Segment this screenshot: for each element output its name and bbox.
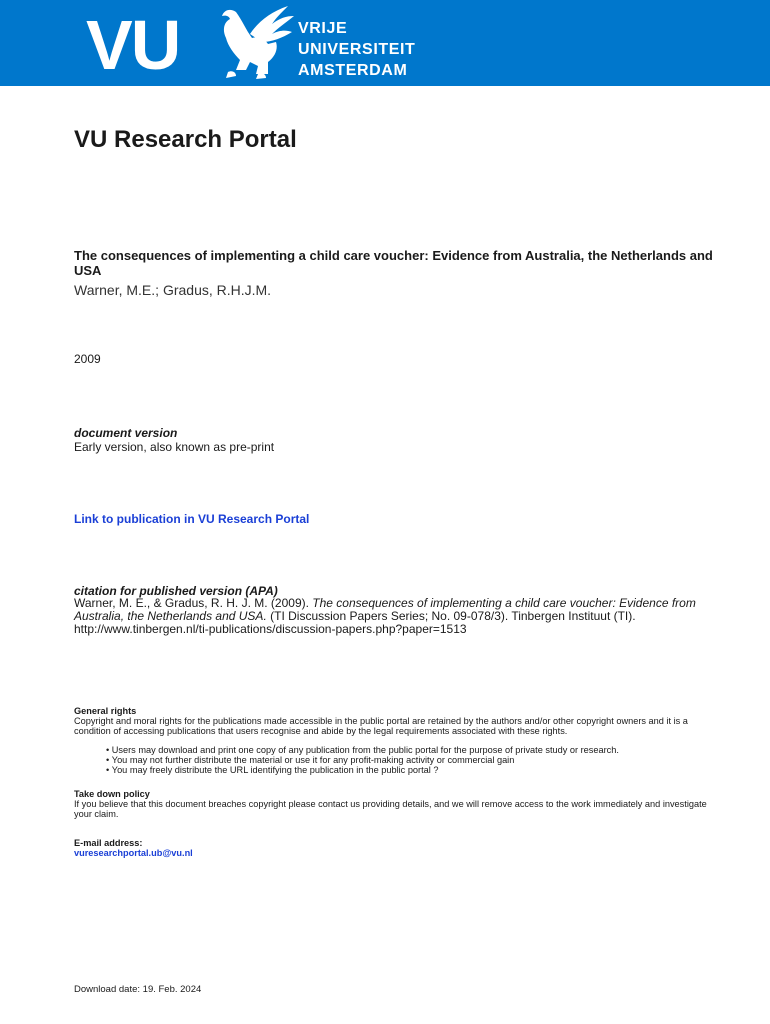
university-header [0,0,770,86]
take-down-text: If you believe that this document breaches copyright please contact us providing details, and we will remove access to the work immediately and investigate your claim. [74,799,707,819]
email-heading: E-mail address: [74,838,143,848]
general-rights-heading: General rights [74,706,137,716]
logo-line-1: VRIJE [298,20,348,37]
take-down-heading: Take down policy [74,789,150,799]
list-item: • You may not further distribute the material or use it for any profit-making activity or commercial gain [106,755,619,765]
logo-vu-letters: VU [86,6,180,84]
portal-title: VU Research Portal [74,126,297,153]
citation-title: The consequences of implementing a child care voucher: Evidence from Australia, the Netherlands and USA. [74,596,696,623]
document-version-label: document version [74,426,178,440]
citation-series-url: (TI Discussion Papers Series; No. 09-078/3). Tinbergen Instituut (TI). http://www.tinbergen.nl/ti-publications/discussion-papers.php?paper=1513 [74,609,636,636]
griffin-logo-icon [206,4,294,80]
publication-year: 2009 [74,352,101,366]
citation-text [74,597,734,636]
email-link[interactable]: vuresearchportal.ub@vu.nl [74,848,193,858]
list-item: • You may freely distribute the URL identifying the publication in the public portal ? [106,765,619,775]
publication-authors: Warner, M.E.; Gradus, R.H.J.M. [74,282,272,298]
download-date: Download date: 19. Feb. 2024 [74,984,202,995]
general-rights-list [106,745,619,775]
publication-title: The consequences of implementing a child care voucher: Evidence from Australia, the Netherlands and USA [74,248,713,278]
citation-label: citation for published version (APA) [74,584,278,598]
citation-authors-year: Warner, M. E., & Gradus, R. H. J. M. (2009). [74,596,313,610]
logo-university-name [298,18,415,81]
list-item: • Users may download and print one copy of any publication from the public portal for the purpose of private study or research. [106,745,619,755]
publication-link[interactable]: Link to publication in VU Research Portal [74,512,310,526]
document-version-value: Early version, also known as pre-print [74,440,275,454]
logo-line-3: AMSTERDAM [298,62,408,79]
general-rights-text: Copyright and moral rights for the publications made accessible in the public portal are retained by the authors and/or other copyright owners and it is a condition of accessing publications that users recognise and abide by the legal requirements associated with these rights. [74,716,688,736]
logo-line-2: UNIVERSITEIT [298,41,416,58]
